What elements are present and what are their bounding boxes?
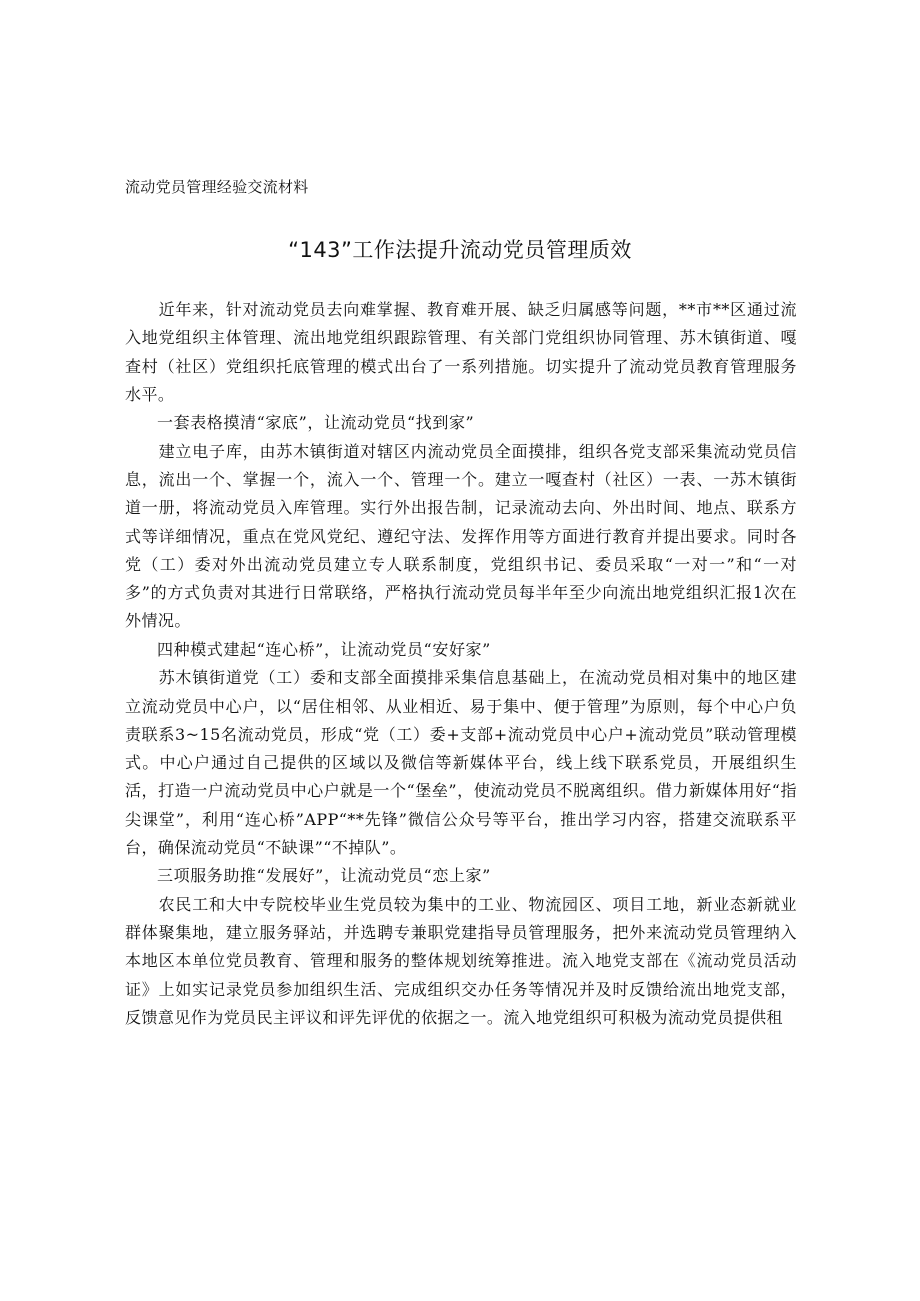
document-body [125, 296, 797, 1032]
document-label: 流动党员管理经验交流材料 [125, 178, 309, 196]
intro-paragraph: 近年来，针对流动党员去向难掌握、教育难开展、缺乏归属感等问题，**市**区通过流入地党组织主体管理、流出地党组织跟踪管理、有关部门党组织协同管理、苏木镇街道、嘎查村（社区）党组织托底管理的模式出台了一系列措施。切实提升了流动党员教育管理服务水平。 [125, 300, 797, 404]
section-heading-3: 三项服务助推“发展好”，让流动党员“恋上家” [157, 866, 491, 886]
section-paragraph-3: 农民工和大中专院校毕业生党员较为集中的工业、物流园区、项目工地，新业态新就业群体聚集地，建立服务驿站，并选聘专兼职党建指导员管理服务，把外来流动党员管理纳入本地区本单位党员教育、管理和服务的整体规划统筹推进。流入地党支部在《流动党员活动证》上如实记录党员参加组织生活、完成组织交办任务等情况并及时反馈给流出地党支部，反馈意见作为党员民主评议和评先评优的依据之一。流入地党组织可积极为流动党员提供租 [125, 894, 797, 1028]
section-paragraph-1: 建立电子库，由苏木镇街道对辖区内流动党员全面摸排，组织各党支部采集流动党员信息，流出一个、掌握一个，流入一个、管理一个。建立一嘎查村（社区）一表、一苏木镇街道一册，将流动党员入库管理。实行外出报告制，记录流动去向、外出时间、地点、联系方式等详细情况，重点在党风党纪、遵纪守法、发挥作用等方面进行教育并提出要求。同时各党（工）委对外出流动党员建立专人联系制度，党组织书记、委员采取“一对一”和“一对多”的方式负责对其进行日常联络，严格执行流动党员每半年至少向流出地党组织汇报1次在外情况。 [125, 441, 797, 631]
document-title: “143”工作法提升流动党员管理质效 [288, 238, 632, 262]
section-heading-2: 四种模式建起“连心桥”，让流动党员“安好家” [157, 639, 491, 659]
section-paragraph-2: 苏木镇街道党（工）委和支部全面摸排采集信息基础上，在流动党员相对集中的地区建立流动党员中心户，以“居住相邻、从业相近、易于集中、便于管理”为原则，每个中心户负责联系3~15名流动党员，形成“党（工）委+支部+流动党员中心户+流动党员”联动管理模式。中心户通过自己提供的区域以及微信等新媒体平台，线上线下联系党员，开展组织生活，打造一户流动党员中心户就是一个“堡垒”，使流动党员不脱离组织。借力新媒体用好“指尖课堂”，利用“连心桥”APP“**先锋”微信公众号等平台，推出学习内容，搭建交流联系平台，确保流动党员“不缺课”“不掉队”。 [125, 668, 797, 858]
section-heading-1: 一套表格摸清“家底”，让流动党员“找到家” [157, 413, 475, 433]
